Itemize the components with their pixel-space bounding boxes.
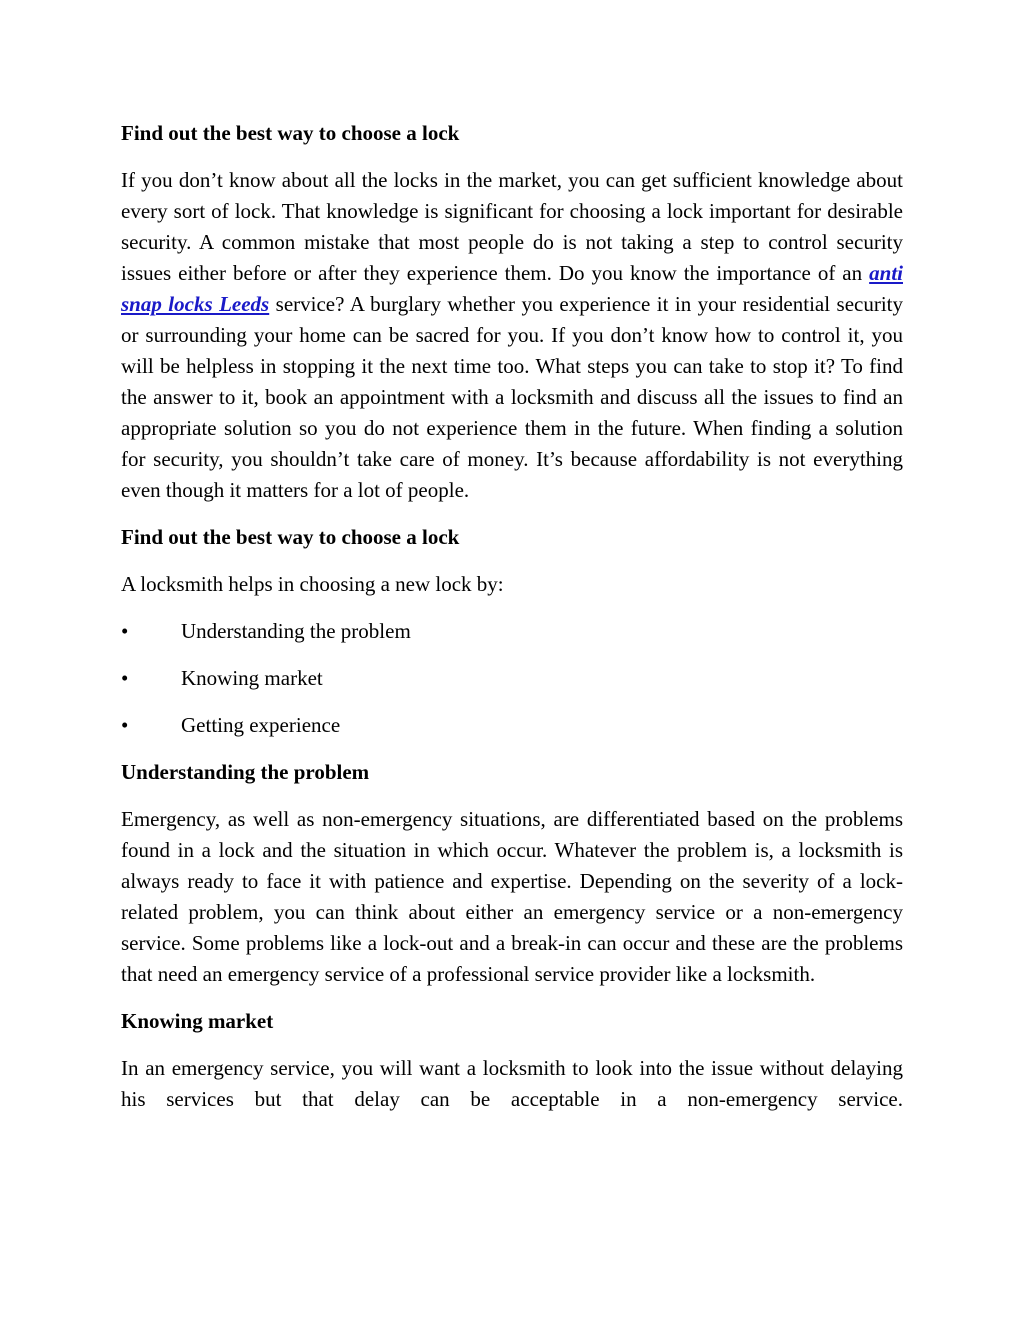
- intro-paragraph: [121, 165, 903, 506]
- intro-text-before-link: If you don’t know about all the locks in the market, you can get sufficient knowledge about every sort of lock. That knowledge is significant for choosing a lock important for desirable security. A common mistake that most people do is not taking a step to control security issues either before or after they experience them. Do you know the importance of an: [121, 168, 903, 285]
- bullet-icon: •: [121, 619, 129, 643]
- bullet-intro-text: A locksmith helps in choosing a new lock by:: [121, 572, 504, 596]
- bullet-text: Knowing market: [181, 666, 323, 690]
- section-heading-choose-lock-2: Find out the best way to choose a lock: [121, 525, 460, 549]
- understanding-paragraph: Emergency, as well as non-emergency situations, are differentiated based on the problems found in a lock and the situation in which occur. Whatever the problem is, a locksmith is always ready to face it with patience and expertise. Depending on the severity of a lock-related problem, you can think about either an emergency service or a non-emergency service. Some problems like a lock-out and a break-in can occur and these are the problems that need an emergency service of a professional service provider like a locksmith.: [121, 807, 903, 986]
- bullet-icon: •: [121, 713, 129, 737]
- knowing-market-paragraph: In an emergency service, you will want a locksmith to look into the issue without delaying his services but that delay can be acceptable in a non-emergency service.: [121, 1056, 903, 1111]
- anti-snap-locks-link[interactable]: anti snap locks Leeds: [121, 261, 903, 316]
- list-item: [121, 710, 903, 741]
- document-page: [121, 118, 903, 1131]
- section-heading-knowing-market: Knowing market: [121, 1009, 274, 1033]
- list-item: [121, 663, 903, 694]
- section-heading-choose-lock: Find out the best way to choose a lock: [121, 121, 460, 145]
- section-heading-understanding: Understanding the problem: [121, 760, 370, 784]
- list-item: [121, 616, 903, 647]
- intro-text-after-link: service? A burglary whether you experience it in your residential security or surrounding your home can be sacred for you. If you don’t know how to control it, you will be helpless in stopping it the next time too. What steps you can take to stop it? To find the answer to it, book an appointment with a locksmith and discuss all the issues to find an appropriate solution so you do not experience them in the future. When finding a solution for security, you shouldn’t take care of money. It’s because affordability is not everything even though it matters for a lot of people.: [121, 292, 903, 502]
- bullet-icon: •: [121, 666, 129, 690]
- bullet-text: Understanding the problem: [181, 619, 411, 643]
- bullet-text: Getting experience: [181, 713, 341, 737]
- bullet-list: [121, 616, 903, 741]
